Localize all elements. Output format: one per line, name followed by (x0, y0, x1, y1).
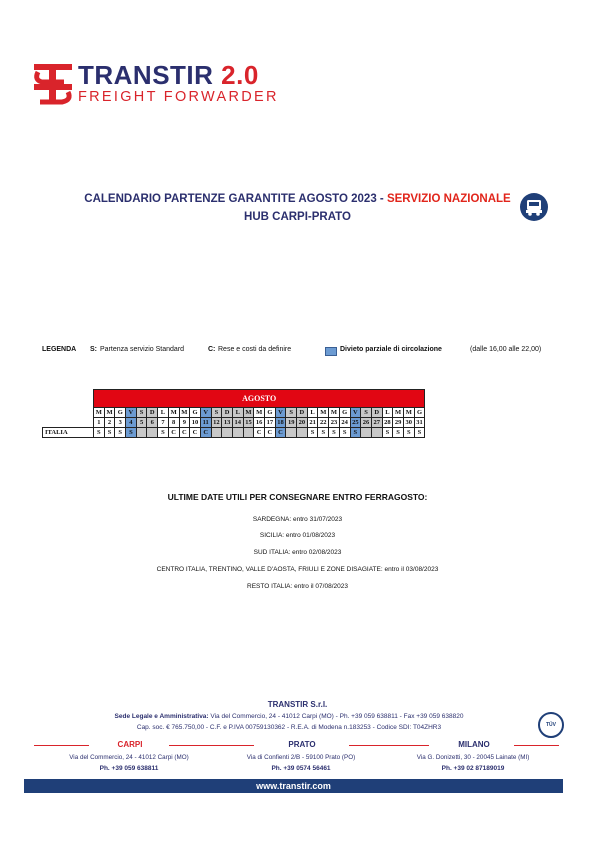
calendar-row-label (43, 408, 94, 418)
deadline-item: SUD ITALIA: entro 02/08/2023 (253, 549, 342, 556)
service-cell: C (254, 428, 265, 438)
weekday-cell: D (147, 408, 158, 418)
date-cell: 24 (339, 418, 350, 428)
branch-prato-address: Via di Confienti 2/B - 59100 Prato (PO) (246, 754, 356, 761)
transtir-logo-mark (32, 62, 74, 106)
service-cell: C (190, 428, 201, 438)
date-cell: 7 (158, 418, 169, 428)
weekday-cell: D (297, 408, 308, 418)
service-cell: S (115, 428, 126, 438)
date-cell: 18 (275, 418, 286, 428)
weekday-cell: M (318, 408, 329, 418)
date-cell: 1 (94, 418, 105, 428)
service-cell: S (393, 428, 404, 438)
weekday-cell: L (307, 408, 318, 418)
legend-s-key: S: (90, 346, 97, 353)
date-cell: 19 (286, 418, 297, 428)
service-cell: C (200, 428, 211, 438)
service-cell: S (329, 428, 340, 438)
service-cell (371, 428, 382, 438)
branch-prato-phone: Ph. +39 0574 56461 (271, 765, 331, 772)
service-cell (297, 428, 308, 438)
service-cell: C (275, 428, 286, 438)
branch-carpi-phone: Ph. +39 059 638811 (99, 765, 159, 772)
weekday-cell: M (243, 408, 254, 418)
service-cell (232, 428, 243, 438)
weekday-cell: M (403, 408, 414, 418)
page-subtitle: HUB CARPI-PRATO (244, 211, 351, 223)
service-cell: S (318, 428, 329, 438)
service-cell: S (126, 428, 137, 438)
service-cell: C (265, 428, 276, 438)
deadline-item: SICILIA: entro 01/08/2023 (259, 532, 336, 539)
branch-prato: PRATO (288, 740, 316, 749)
branch-row (24, 740, 571, 750)
deadlines-heading: ULTIME DATE UTILI PER CONSEGNARE ENTRO FERRAGOSTO: (167, 492, 428, 502)
service-cell: S (158, 428, 169, 438)
service-cell (147, 428, 158, 438)
ban-swatch (325, 347, 337, 356)
weekday-cell: S (286, 408, 297, 418)
date-cell: 14 (232, 418, 243, 428)
service-cell: C (179, 428, 190, 438)
date-cell: 11 (200, 418, 211, 428)
calendar-corner (43, 390, 94, 408)
service-cell: S (414, 428, 425, 438)
company-logo (28, 58, 279, 118)
footer-legal: Sede Legale e Amministrativa: Via del Commercio, 24 - 41012 Carpi (MO) - Ph. +39 059 638811 - Fax +39 059 638820 (114, 713, 464, 720)
branch-carpi-address: Via del Commercio, 24 - 41012 Carpi (MO) (69, 754, 189, 761)
weekday-cell: L (232, 408, 243, 418)
branch-carpi: CARPI (117, 740, 143, 749)
date-cell: 22 (318, 418, 329, 428)
tuv-certification-icon: TÜV (538, 712, 564, 738)
legend-c-key: C: (208, 346, 216, 353)
brand-tagline: FREIGHT FORWARDER (78, 89, 279, 105)
weekday-cell: M (179, 408, 190, 418)
date-cell: 12 (211, 418, 222, 428)
weekday-cell: M (329, 408, 340, 418)
date-cell: 23 (329, 418, 340, 428)
date-cell: 3 (115, 418, 126, 428)
weekday-cell: G (190, 408, 201, 418)
page-title: CALENDARIO PARTENZE GARANTITE AGOSTO 2023 - SERVIZIO NAZIONALE (84, 193, 511, 205)
service-cell (211, 428, 222, 438)
date-cell: 4 (126, 418, 137, 428)
website-link[interactable]: www.transtir.com (24, 779, 563, 793)
date-cell: 28 (382, 418, 393, 428)
weekday-cell: G (115, 408, 126, 418)
weekday-cell: G (339, 408, 350, 418)
date-cell: 9 (179, 418, 190, 428)
date-cell: 21 (307, 418, 318, 428)
weekday-cell: S (211, 408, 222, 418)
date-cell: 15 (243, 418, 254, 428)
calendar-row-label (43, 418, 94, 428)
calendar-table (42, 389, 425, 438)
weekday-cell: M (393, 408, 404, 418)
weekday-cell: V (350, 408, 361, 418)
calendar-month-header: AGOSTO (94, 390, 425, 408)
weekday-cell: D (371, 408, 382, 418)
date-cell: 29 (393, 418, 404, 428)
date-cell: 10 (190, 418, 201, 428)
service-cell (243, 428, 254, 438)
service-cell: S (307, 428, 318, 438)
weekday-cell: S (136, 408, 147, 418)
calendar-date-row (43, 418, 425, 428)
deadline-item: RESTO ITALIA: entro il 07/08/2023 (247, 583, 348, 590)
footer-company: TRANSTIR S.r.l. (267, 700, 328, 709)
calendar-weekday-row (43, 408, 425, 418)
weekday-cell: G (265, 408, 276, 418)
deadline-item: CENTRO ITALIA, TRENTINO, VALLE D'AOSTA, FRIULI E ZONE DISAGIATE: entro il 03/08/2023 (156, 566, 439, 573)
service-cell: S (94, 428, 105, 438)
truck-icon (520, 193, 548, 221)
weekday-cell: M (104, 408, 115, 418)
date-cell: 2 (104, 418, 115, 428)
weekday-cell: V (275, 408, 286, 418)
service-cell: S (350, 428, 361, 438)
service-cell (136, 428, 147, 438)
legend-ban-text: Divieto parziale di circolazione (340, 346, 442, 353)
date-cell: 5 (136, 418, 147, 428)
weekday-cell: D (222, 408, 233, 418)
date-cell: 31 (414, 418, 425, 428)
date-cell: 30 (403, 418, 414, 428)
date-cell: 20 (297, 418, 308, 428)
weekday-cell: M (168, 408, 179, 418)
date-cell: 26 (361, 418, 372, 428)
service-cell (286, 428, 297, 438)
weekday-cell: M (94, 408, 105, 418)
date-cell: 25 (350, 418, 361, 428)
weekday-cell: L (158, 408, 169, 418)
service-cell (222, 428, 233, 438)
service-cell: C (168, 428, 179, 438)
legend-c-text: Rese e costi da definire (218, 346, 292, 353)
service-cell: S (104, 428, 115, 438)
brand-name: TRANSTIR 2.0 (78, 60, 259, 90)
service-cell: S (403, 428, 414, 438)
weekday-cell: V (200, 408, 211, 418)
weekday-cell: V (126, 408, 137, 418)
date-cell: 6 (147, 418, 158, 428)
legend-label: LEGENDA (42, 346, 77, 353)
weekday-cell: L (382, 408, 393, 418)
service-cell: S (339, 428, 350, 438)
weekday-cell: S (361, 408, 372, 418)
branch-milano-phone: Ph. +39 02 87189019 (441, 765, 505, 772)
date-cell: 17 (265, 418, 276, 428)
date-cell: 16 (254, 418, 265, 428)
date-cell: 13 (222, 418, 233, 428)
calendar-italia-row (43, 428, 425, 438)
legend-s-text: Partenza servizio Standard (100, 346, 185, 353)
branch-milano: MILANO (458, 740, 490, 749)
date-cell: 8 (168, 418, 179, 428)
weekday-cell: M (254, 408, 265, 418)
deadline-item: SARDEGNA: entro 31/07/2023 (252, 516, 343, 523)
calendar-row-label: ITALIA (43, 428, 94, 438)
date-cell: 27 (371, 418, 382, 428)
legend-ban-hours: (dalle 16,00 alle 22,00) (470, 346, 542, 353)
footer-capital: Cap. soc. € 765.750,00 - C.F. e P.IVA 00759130362 - R.E.A. di Modena n.183253 - Codice SDI: T04ZHR3 (136, 724, 442, 731)
service-cell: S (382, 428, 393, 438)
weekday-cell: G (414, 408, 425, 418)
branch-milano-address: Via G. Donizetti, 30 - 20045 Lainate (MI) (416, 754, 530, 761)
service-cell (361, 428, 372, 438)
